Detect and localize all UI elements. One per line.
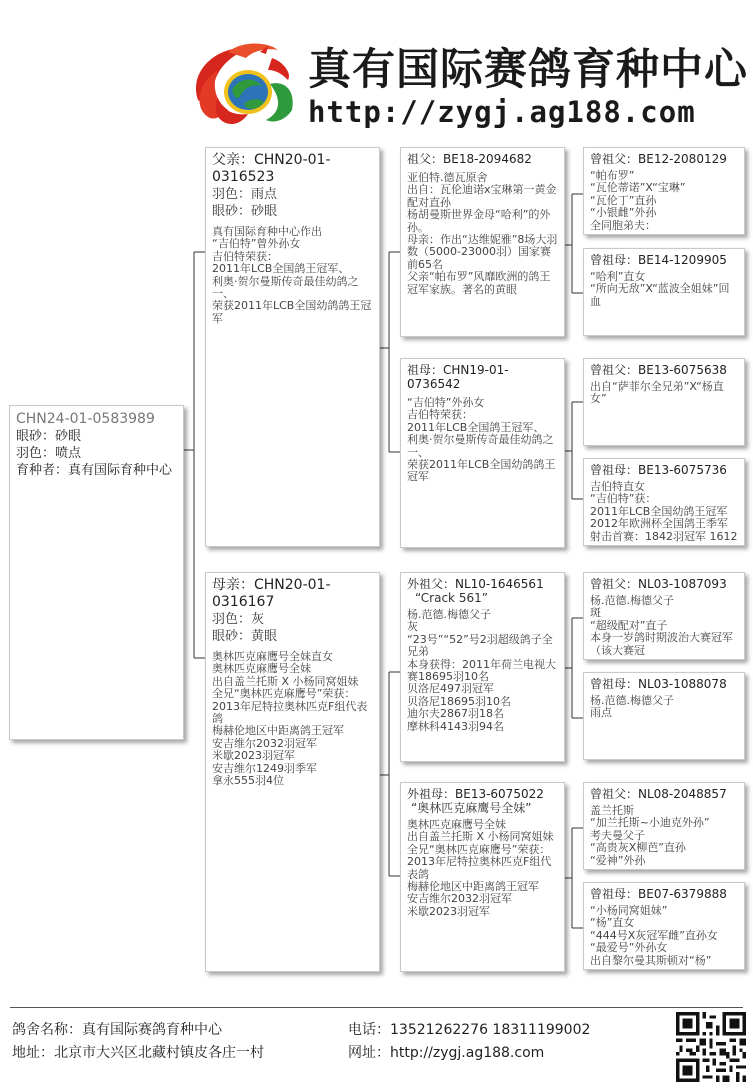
sire-card[interactable] [205, 147, 380, 547]
qr-code-icon [676, 1012, 746, 1082]
great-grandparent-notes: 盖兰托斯 “加兰托斯~小迪克外孙” 考夫曼父子 “高贵灰X柳芭”直孙 “爱神”外孙 [590, 804, 710, 867]
great-grandparent-title: 曾祖父：BE13-6075638 [590, 363, 727, 377]
subject-color: 羽色：喷点 [16, 446, 82, 461]
great-grandparent-notes: 吉伯特直女 “吉伯特”获： 2011年LCB全国幼鸽王冠军 2012年欧洲杯全国鸽王季军 射击首赛：1842羽冠军 1612 [590, 480, 738, 543]
dam-eye: 眼砂：黄眼 [212, 629, 278, 644]
footer-address: 地址：北京市大兴区北藏村镇皮各庄一村 [12, 1045, 264, 1061]
dam-card[interactable] [205, 572, 380, 972]
great-grandparent-card[interactable] [583, 572, 745, 660]
grandsire-maternal-title: 外祖父：NL10-1646561 [407, 577, 544, 591]
subject-breeder: 育种者：真有国际育种中心 [16, 463, 173, 478]
great-grandparent-notes: 杨.范德.梅德父子 斑 “超级配对”直子 本身一岁鸽时期波治大赛冠军（该大赛冠 [590, 594, 733, 657]
grandsire-paternal-title: 祖父：BE18-2094682 [407, 152, 532, 166]
great-grandparent-notes: “哈利”直女 “所向无敌”X“蓝波全姐妹”回血 [590, 270, 730, 308]
granddam-maternal-card[interactable] [400, 782, 565, 972]
granddam-paternal-card[interactable] [400, 358, 565, 548]
great-grandparent-notes: “帕布罗” “瓦伦蒂诺”X“宝琳” “瓦伦丁”直孙 “小银雌”外孙 全同胞弟夫： [590, 169, 686, 232]
sire-notes: 真有国际育种中心作出 “吉伯特”曾外孙女 吉伯特荣获： 2011年LCB全国鸽王冠军、 利奥·贺尔曼斯传奇最佳幼鸽之一、 荣获2011年LCB全国幼鸽鸽王冠军 [212, 225, 372, 325]
dam-notes: 奥林匹克麻鹰号全妹直女 奥林匹克麻鹰号全妹 出自盖兰托斯 X 小杨同窝姐妹 全兄“奥林匹克麻鹰号”荣获： 2013年尼特拉奥林匹克F组代表鸽 梅赫伦地区中距离鸽王冠军 安吉维尔2032羽冠军 米歇2023羽冠军 安吉维尔1249羽季军 拿永555羽4位 [212, 650, 368, 788]
footer-divider [10, 1007, 743, 1008]
footer-loft-name: 鸽舍名称：真有国际赛鸽育种中心 [12, 1022, 222, 1038]
great-grandparent-notes: 出自“萨菲尔全兄弟”X“杨直女” [590, 380, 724, 406]
grandsire-maternal-notes: 杨.范德.梅德父子 灰 “23号”“52”号2羽超级鸽子全兄弟 本身获得：2011年荷兰电视大赛18695羽10名 贝洛尼497羽冠军 贝洛尼18695羽10名 迪尔夫2867羽18名 摩林科4143羽94名 [407, 608, 556, 733]
great-grandparent-card[interactable] [583, 782, 745, 870]
grandsire-maternal-nickname: “Crack 561” [415, 591, 488, 605]
grandsire-paternal-card[interactable] [400, 147, 565, 337]
dam-title: 母亲：CHN20-01-0316167 [212, 577, 331, 610]
grandsire-maternal-card[interactable] [400, 572, 565, 762]
subject-pigeon-card[interactable] [9, 405, 184, 740]
great-grandparent-card[interactable] [583, 672, 745, 760]
footer-phone: 电话：13521262276 18311199002 [348, 1022, 591, 1038]
brand-url[interactable]: http://zygj.ag188.com [308, 95, 696, 129]
footer-website[interactable]: 网址：http://zygj.ag188.com [348, 1045, 545, 1061]
granddam-paternal-notes: “吉伯特”外孙女 吉伯特荣获： 2011年LCB全国鸽王冠军、 利奥·贺尔曼斯传奇最佳幼鸽之一、 荣获2011年LCB全国幼鸽鸽王冠军 [407, 396, 556, 484]
great-grandparent-card[interactable] [583, 882, 745, 970]
sire-color: 羽色：雨点 [212, 187, 278, 202]
great-grandparent-card[interactable] [583, 358, 745, 446]
dam-color: 羽色：灰 [212, 612, 265, 627]
granddam-maternal-title: 外祖母：BE13-6075022 [407, 787, 544, 801]
great-grandparent-title: 曾祖母：NL03-1088078 [590, 677, 727, 691]
great-grandparent-card[interactable] [583, 147, 745, 235]
great-grandparent-title: 曾祖父：NL03-1087093 [590, 577, 727, 591]
great-grandparent-title: 曾祖母：BE14-1209905 [590, 253, 727, 267]
subject-eye: 眼砂：砂眼 [16, 429, 82, 444]
grandsire-paternal-notes: 亚伯特.德瓦原舍 出自：瓦伦迪诺x宝琳第一黄金配对直孙 杨胡曼斯世界金母“哈利”的外孙。 母亲：作出“达维妮雅”8场大羽数（5000-23000羽）国家赛前65名 父亲“帕布罗”风靡欧洲的鸽王冠军家族。著名的黄眼 [407, 171, 558, 296]
brand-title: 真有国际赛鸽育种中心 [308, 45, 748, 95]
granddam-paternal-title: 祖母：CHN19-01-0736542 [407, 363, 509, 391]
sire-title: 父亲：CHN20-01-0316523 [212, 152, 331, 185]
subject-ring-number: CHN24-01-0583989 [16, 411, 155, 427]
granddam-maternal-nickname: “奥林匹克麻鹰号全妹” [411, 801, 532, 815]
great-grandparent-title: 曾祖父：BE12-2080129 [590, 152, 727, 166]
great-grandparent-title: 曾祖母：BE13-6075736 [590, 463, 727, 477]
great-grandparent-card[interactable] [583, 248, 745, 336]
great-grandparent-title: 曾祖父：NL08-2048857 [590, 787, 727, 801]
great-grandparent-title: 曾祖母：BE07-6379888 [590, 887, 727, 901]
granddam-maternal-notes: 奥林匹克麻鹰号全妹 出自盖兰托斯 X 小杨同窝姐妹 全兄“奥林匹克麻鹰号”荣获： 2013年尼特拉奥林匹克F组代表鸽 梅赫伦地区中距离鸽王冠军 安吉维尔2032羽冠军 米歇2023羽冠军 [407, 818, 554, 918]
sire-eye: 眼砂：砂眼 [212, 204, 278, 219]
great-grandparent-card[interactable] [583, 458, 745, 546]
great-grandparent-notes: “小杨同窝姐妹” “杨”直女 “444号X灰冠军雌”直孙女 “最爱号”外孙女 出自黎尔曼其斯顿对“杨” [590, 904, 718, 967]
great-grandparent-notes: 杨.范德.梅德父子 雨点 [590, 694, 674, 720]
